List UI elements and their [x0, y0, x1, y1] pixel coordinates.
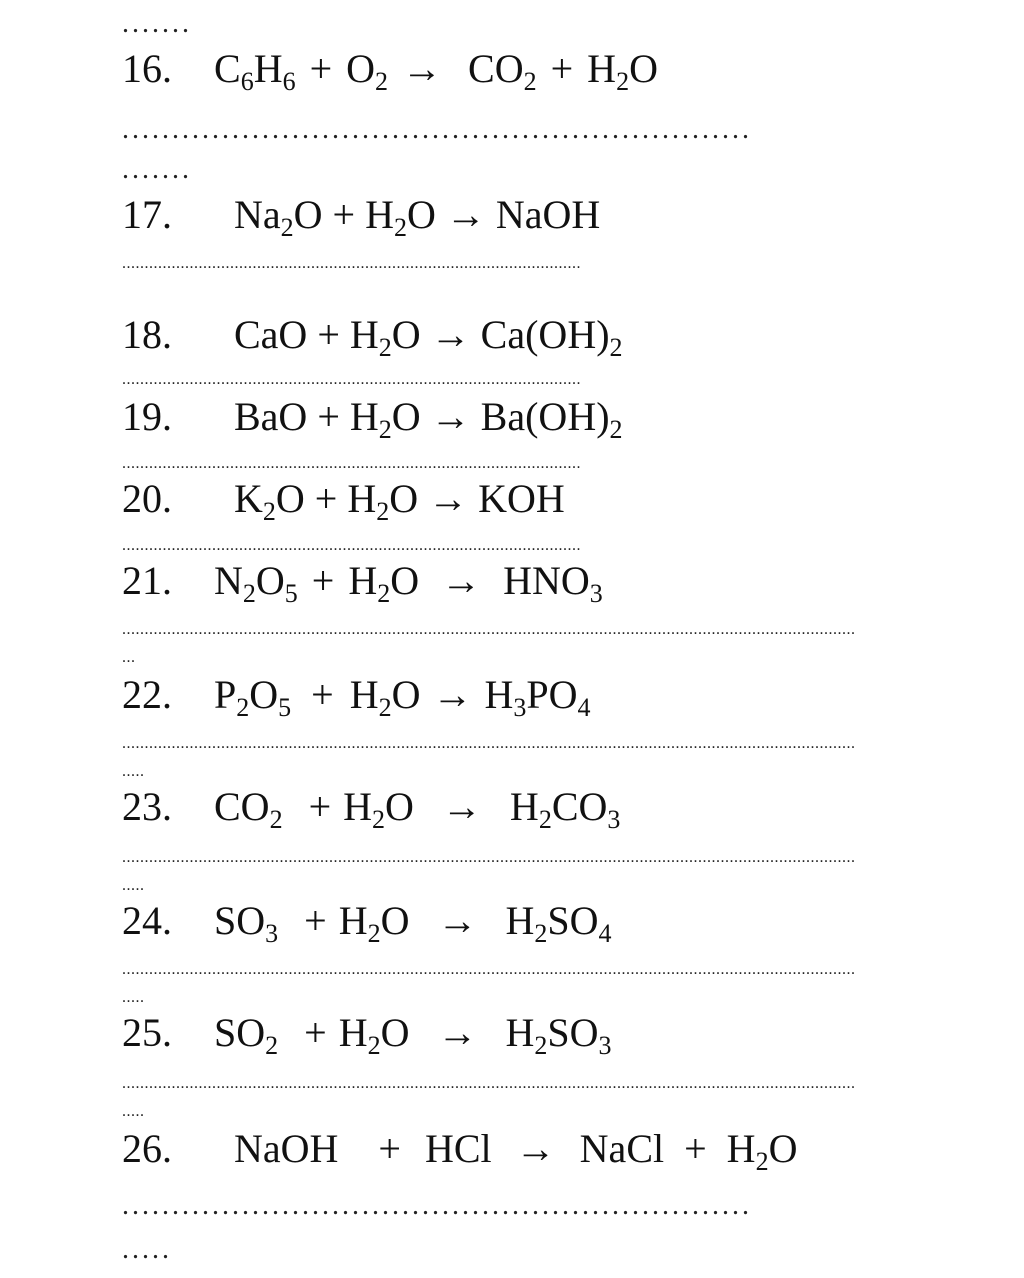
answer-line[interactable]: ................................................................................................................................................................... — [122, 962, 856, 978]
answer-line-continuation: ..... — [122, 1104, 145, 1120]
chemical-equation: $Na_2O + H_2O$ → NaOH — [234, 192, 601, 242]
equation-number: 20. — [122, 476, 172, 521]
equation-number: 25. — [122, 1010, 172, 1055]
chemical-equation: BaO + $H_2O \to Ba(OH)_2$ — [234, 394, 623, 444]
answer-line[interactable]: ................................................................................................................................................................... — [122, 736, 856, 752]
equation-number: 17. — [122, 192, 172, 237]
answer-line-continuation: ..... — [122, 764, 145, 780]
answer-line-continuation: ... — [122, 650, 136, 666]
equation-number: 23. — [122, 784, 172, 829]
chemical-equation: $P_2O_5 + H_2O \to H_3PO_4$ — [214, 672, 591, 722]
answer-line[interactable]: ................................................................................................................................................................... — [122, 850, 856, 866]
chemical-equation: $SO_3 + H_2O \to H_2SO_4$ — [214, 898, 612, 948]
answer-line[interactable]: ...................................................................................................... — [122, 256, 581, 272]
equation-number: 21. — [122, 558, 172, 603]
chemical-equation: $K_2O + H_2O$ → KOH — [234, 476, 565, 526]
chemical-equation: CaO + $H_2O \to Ca(OH)_2$ — [234, 312, 623, 362]
equation-number: 26. — [122, 1126, 172, 1171]
answer-line-continuation: ..... — [122, 1236, 172, 1264]
chemical-equation: $SO_2 + H_2O \to H_2SO_3$ — [214, 1010, 612, 1060]
chemical-equation: $CO_2 + H_2O \to H_2CO_3$ — [214, 784, 621, 834]
answer-line[interactable]: ............................................................... — [122, 1192, 752, 1220]
answer-line[interactable]: ...................................................................................................... — [122, 456, 581, 472]
equation-number: 19. — [122, 394, 172, 439]
equation-number: 16. — [122, 46, 172, 91]
answer-line-continuation: ....... — [122, 156, 192, 184]
answer-line[interactable]: ................................................................................................................................................................... — [122, 622, 856, 638]
chemical-equation: $N_2O_5 + H_2O \to HNO_3$ — [214, 558, 603, 608]
answer-line-continuation: ..... — [122, 990, 145, 1006]
answer-line[interactable]: ............................................................... — [122, 116, 752, 144]
chemical-equation: $C_6H_6 + O_2 \to CO_2 + H_2O$ — [214, 46, 658, 96]
answer-line[interactable]: ...................................................................................................... — [122, 372, 581, 388]
answer-line[interactable]: ...................................................................................................... — [122, 538, 581, 554]
answer-line[interactable]: ................................................................................................................................................................... — [122, 1076, 856, 1092]
equation-number: 18. — [122, 312, 172, 357]
equation-number: 22. — [122, 672, 172, 717]
answer-line-continuation: ..... — [122, 878, 145, 894]
chemical-equation: NaOH + HCl → NaCl + $H_2O$ — [234, 1126, 798, 1176]
answer-line-continuation: ....... — [122, 10, 192, 38]
equation-number: 24. — [122, 898, 172, 943]
